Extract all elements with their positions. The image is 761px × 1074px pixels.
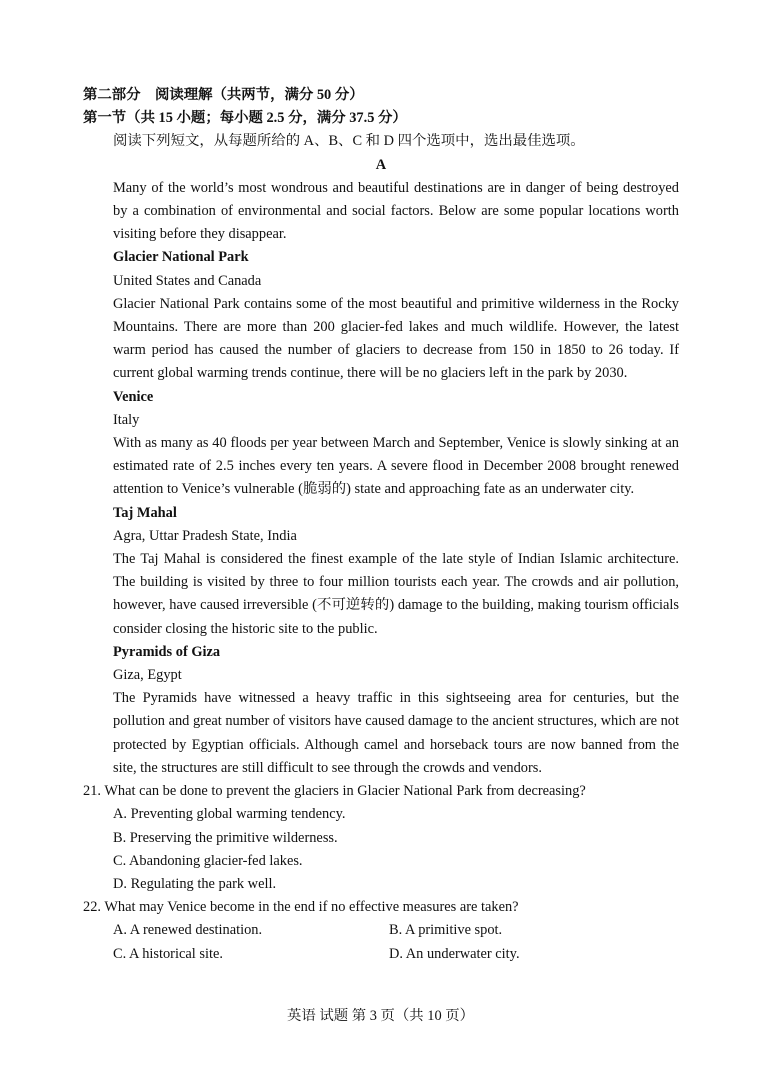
page-content: [83, 84, 679, 966]
question-21: [83, 780, 679, 896]
option-b: B. Preserving the primitive wilderness.: [113, 829, 338, 846]
passage-label: A: [375, 156, 387, 173]
place-description: The Taj Mahal is considered the finest example of the late style of Indian Islamic architecture. The building is visited by three to four million tourists each year. The crowds and air pollution, however, have caused irreversible (不可逆转的) damage to the building, making tourism officials consider closing the historic site to the public.: [113, 551, 679, 637]
option-a: A. Preventing global warming tendency.: [113, 806, 346, 823]
place-location: Agra, Uttar Pradesh State, India: [113, 527, 297, 544]
place-venice: [83, 386, 679, 502]
question-stem: 22. What may Venice become in the end if no effective measures are taken?: [83, 899, 519, 916]
place-location: Italy: [113, 411, 140, 428]
option-c: C. Abandoning glacier-fed lakes.: [113, 852, 303, 869]
options-row-1: [83, 919, 679, 942]
option-c: C. A historical site.: [113, 945, 223, 962]
option-d: D. Regulating the park well.: [113, 875, 277, 892]
passage-intro: Many of the world’s most wondrous and beautiful destinations are in danger of being destroyed by a combination of environmental and social factors. Below are some popular locations worth visiting before they disappear.: [113, 179, 679, 243]
options-row-2: [83, 943, 679, 966]
section-heading: 第一节（共 15 小题；每小题 2.5 分，满分 37.5 分）: [83, 110, 407, 127]
option-a: A. A renewed destination.: [113, 922, 263, 939]
question-22: [83, 896, 679, 966]
place-title: Taj Mahal: [113, 504, 177, 521]
place-title: Venice: [113, 388, 154, 405]
question-stem: 21. What can be done to prevent the glaciers in Glacier National Park from decreasing?: [83, 783, 586, 800]
place-taj-mahal: [83, 502, 679, 641]
place-description: Glacier National Park contains some of the most beautiful and primitive wilderness in the Rocky Mountains. There are more than 200 glacier-fed lakes and much wildlife. However, the latest warm period has caused the number of glaciers to decrease from 150 in 1850 to 26 today. If current global warming trends continue, there will be no glaciers left in the park by 2030.: [113, 295, 679, 382]
place-location: Giza, Egypt: [113, 667, 182, 684]
option-b: B. A primitive spot.: [389, 922, 503, 939]
place-title: Pyramids of Giza: [113, 643, 221, 660]
instruction: 阅读下列短文，从每题所给的 A、B、C 和 D 四个选项中，选出最佳选项。: [113, 133, 585, 150]
place-location: United States and Canada: [113, 272, 262, 289]
place-description: With as many as 40 floods per year between March and September, Venice is slowly sinking at an estimated rate of 2.5 inches every ten years. A severe flood in December 2008 brought renewed attention to Venice’s vulnerable (脆弱的) state and approaching fate as an underwater city.: [113, 435, 679, 498]
place-pyramids: [83, 641, 679, 780]
place-description: The Pyramids have witnessed a heavy traffic in this sightseeing area for centuries, but the pollution and great number of visitors have caused damage to the ancient structures, which are not protected by Egyptian officials. Although camel and horseback tours are now banned from the site, the structures are still difficult to see through the crowds and vendors.: [113, 690, 679, 776]
option-d: D. An underwater city.: [389, 945, 520, 962]
place-glacier: [83, 246, 679, 385]
page-footer: 英语 试题 第 3 页（共 10 页）: [286, 1008, 475, 1024]
part-heading: 第二部分 阅读理解（共两节，满分 50 分）: [83, 87, 364, 103]
place-title: Glacier National Park: [113, 249, 249, 266]
